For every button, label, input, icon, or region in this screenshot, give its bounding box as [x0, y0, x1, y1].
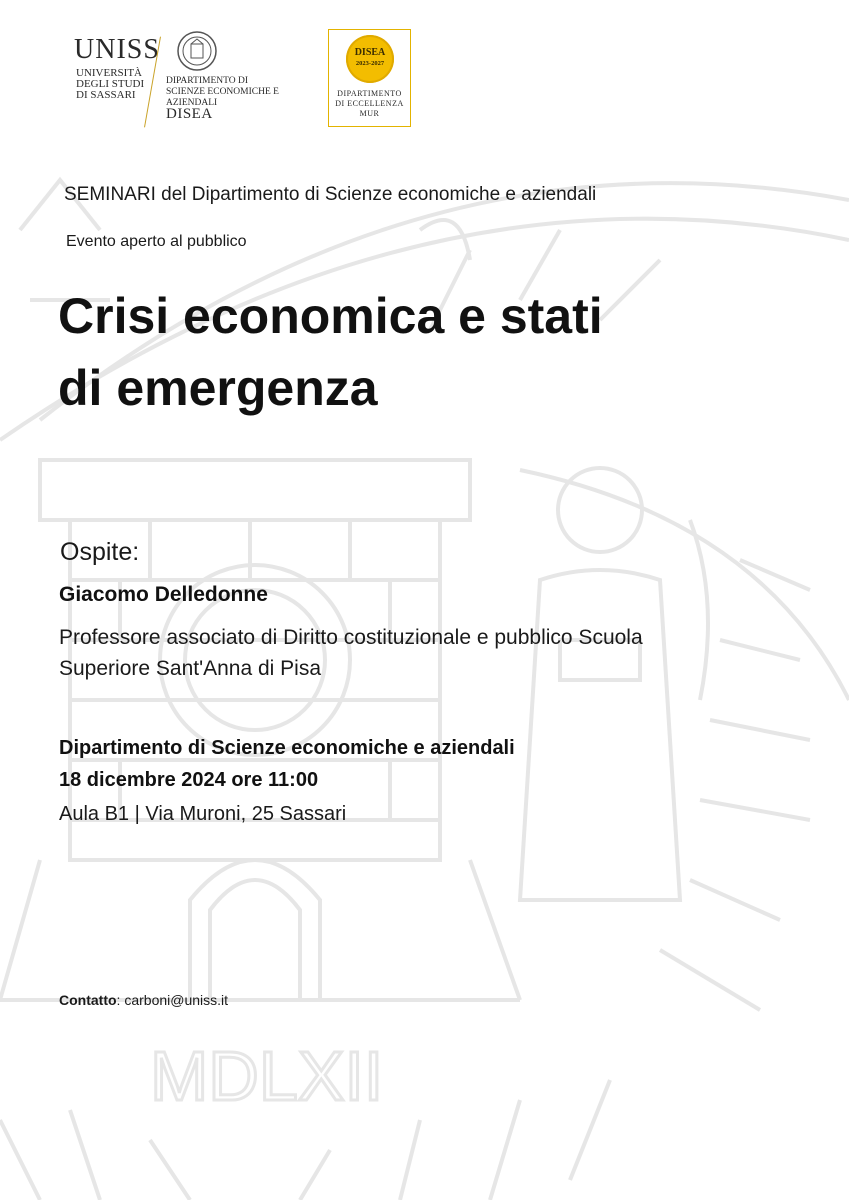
medal-icon: DISEA 2023-2027	[346, 35, 394, 83]
excellence-label: DIPARTIMENTO DI ECCELLENZA MUR	[335, 89, 404, 118]
university-logo-subtitle: UNIVERSITÀ DEGLI STUDI DI SASSARI	[76, 67, 145, 101]
department-name: DIPARTIMENTO DI SCIENZE ECONOMICHE E AZIENDALI	[166, 76, 279, 108]
event-access: Evento aperto al pubblico	[66, 233, 247, 250]
excellence-badge	[328, 29, 411, 127]
contact-email[interactable]: carboni@uniss.it	[124, 992, 229, 1008]
guest-label: Ospite:	[60, 538, 140, 566]
watermark-year: MDLXII	[150, 1037, 384, 1115]
university-seal-icon	[176, 30, 218, 72]
venue-place: Aula B1 | Via Muroni, 25 Sassari	[59, 803, 347, 825]
university-logo-wordmark: UNISS	[74, 34, 160, 65]
seminar-series: SEMINARI del Dipartimento di Scienze economiche e aziendali	[64, 184, 597, 205]
event-title: Crisi economica e stati di emergenza	[58, 288, 603, 416]
contact-line: Contatto: carboni@uniss.it	[59, 992, 229, 1008]
guest-role: Professore associato di Diritto costituzionale e pubblico Scuola Superiore Sant'Anna di Pisa	[59, 626, 643, 680]
guest-name: Giacomo Delledonne	[59, 583, 268, 606]
contact-label: Contatto	[59, 992, 117, 1008]
department-acronym: DISEA	[166, 106, 213, 122]
event-datetime: 18 dicembre 2024 ore 11:00	[59, 769, 319, 791]
venue-department: Dipartimento di Scienze economiche e aziendali	[59, 737, 515, 759]
